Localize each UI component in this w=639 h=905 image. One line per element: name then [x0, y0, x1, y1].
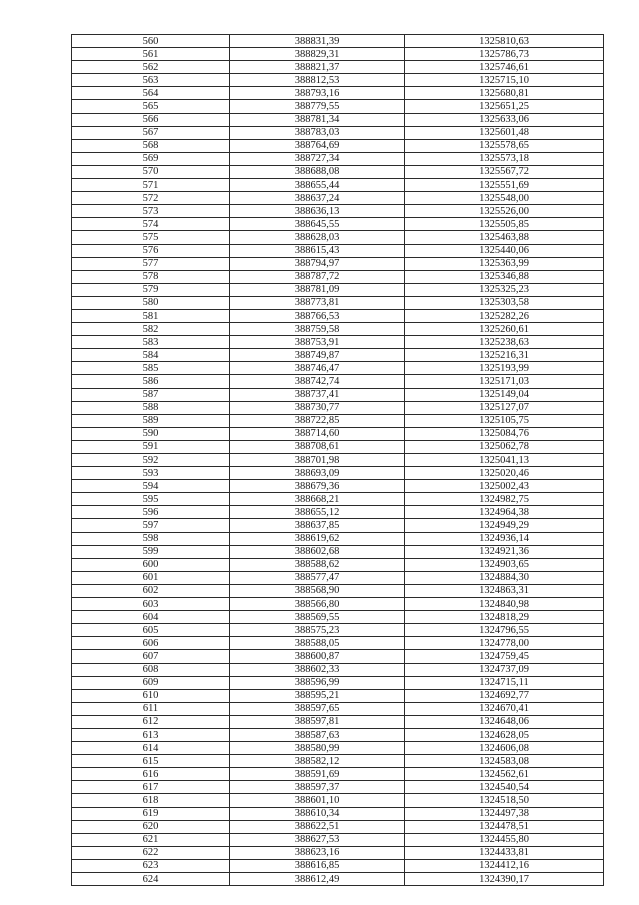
y-coordinate-cell: 1325127,07: [405, 401, 604, 414]
x-coordinate-cell: 388596,99: [230, 676, 405, 689]
point-number-cell: 603: [72, 598, 230, 611]
point-number-cell: 585: [72, 362, 230, 375]
x-coordinate-cell: 388628,03: [230, 231, 405, 244]
table-row: [72, 61, 604, 74]
y-coordinate-cell: 1325463,88: [405, 231, 604, 244]
table-row: [72, 833, 604, 846]
table-row: [72, 532, 604, 545]
y-coordinate-cell: 1324818,29: [405, 611, 604, 624]
point-number-cell: 594: [72, 480, 230, 493]
y-coordinate-cell: 1324778,00: [405, 637, 604, 650]
y-coordinate-cell: 1325786,73: [405, 48, 604, 61]
x-coordinate-cell: 388612,49: [230, 873, 405, 886]
table-row: [72, 126, 604, 139]
y-coordinate-cell: 1325715,10: [405, 74, 604, 87]
point-number-cell: 620: [72, 820, 230, 833]
y-coordinate-cell: 1325171,03: [405, 375, 604, 388]
coordinates-table-body: [72, 35, 604, 886]
y-coordinate-cell: 1325193,99: [405, 362, 604, 375]
point-number-cell: 590: [72, 427, 230, 440]
table-row: [72, 74, 604, 87]
y-coordinate-cell: 1325216,31: [405, 349, 604, 362]
table-row: [72, 519, 604, 532]
x-coordinate-cell: 388568,90: [230, 584, 405, 597]
point-number-cell: 574: [72, 218, 230, 231]
x-coordinate-cell: 388693,09: [230, 467, 405, 480]
table-row: [72, 689, 604, 702]
x-coordinate-cell: 388636,13: [230, 205, 405, 218]
point-number-cell: 619: [72, 807, 230, 820]
x-coordinate-cell: 388602,33: [230, 663, 405, 676]
table-row: [72, 794, 604, 807]
y-coordinate-cell: 1324737,09: [405, 663, 604, 676]
point-number-cell: 566: [72, 113, 230, 126]
table-row: [72, 584, 604, 597]
x-coordinate-cell: 388781,34: [230, 113, 405, 126]
y-coordinate-cell: 1325238,63: [405, 336, 604, 349]
x-coordinate-cell: 388575,23: [230, 624, 405, 637]
point-number-cell: 604: [72, 611, 230, 624]
y-coordinate-cell: 1325651,25: [405, 100, 604, 113]
table-row: [72, 454, 604, 467]
x-coordinate-cell: 388679,36: [230, 480, 405, 493]
y-coordinate-cell: 1324606,08: [405, 742, 604, 755]
point-number-cell: 597: [72, 519, 230, 532]
table-row: [72, 781, 604, 794]
table-row: [72, 820, 604, 833]
y-coordinate-cell: 1325084,76: [405, 427, 604, 440]
x-coordinate-cell: 388569,55: [230, 611, 405, 624]
x-coordinate-cell: 388727,34: [230, 152, 405, 165]
point-number-cell: 608: [72, 663, 230, 676]
x-coordinate-cell: 388566,80: [230, 598, 405, 611]
point-number-cell: 570: [72, 165, 230, 178]
y-coordinate-cell: 1325633,06: [405, 113, 604, 126]
x-coordinate-cell: 388812,53: [230, 74, 405, 87]
x-coordinate-cell: 388821,37: [230, 61, 405, 74]
x-coordinate-cell: 388714,60: [230, 427, 405, 440]
point-number-cell: 621: [72, 833, 230, 846]
point-number-cell: 601: [72, 571, 230, 584]
point-number-cell: 615: [72, 755, 230, 768]
y-coordinate-cell: 1324455,80: [405, 833, 604, 846]
x-coordinate-cell: 388588,62: [230, 558, 405, 571]
y-coordinate-cell: 1325282,26: [405, 309, 604, 322]
table-row: [72, 257, 604, 270]
x-coordinate-cell: 388766,53: [230, 309, 405, 322]
x-coordinate-cell: 388595,21: [230, 689, 405, 702]
y-coordinate-cell: 1324863,31: [405, 584, 604, 597]
table-row: [72, 87, 604, 100]
x-coordinate-cell: 388779,55: [230, 100, 405, 113]
y-coordinate-cell: 1325680,81: [405, 87, 604, 100]
y-coordinate-cell: 1324540,54: [405, 781, 604, 794]
y-coordinate-cell: 1324884,30: [405, 571, 604, 584]
point-number-cell: 586: [72, 375, 230, 388]
x-coordinate-cell: 388781,09: [230, 283, 405, 296]
point-number-cell: 568: [72, 139, 230, 152]
table-row: [72, 179, 604, 192]
point-number-cell: 591: [72, 440, 230, 453]
table-row: [72, 139, 604, 152]
point-number-cell: 599: [72, 545, 230, 558]
y-coordinate-cell: 1325149,04: [405, 388, 604, 401]
table-row: [72, 755, 604, 768]
x-coordinate-cell: 388787,72: [230, 270, 405, 283]
y-coordinate-cell: 1325810,63: [405, 35, 604, 48]
point-number-cell: 571: [72, 179, 230, 192]
table-row: [72, 35, 604, 48]
y-coordinate-cell: 1325573,18: [405, 152, 604, 165]
point-number-cell: 623: [72, 859, 230, 872]
x-coordinate-cell: 388655,12: [230, 506, 405, 519]
point-number-cell: 576: [72, 244, 230, 257]
point-number-cell: 580: [72, 296, 230, 309]
y-coordinate-cell: 1325002,43: [405, 480, 604, 493]
x-coordinate-cell: 388737,41: [230, 388, 405, 401]
table-row: [72, 296, 604, 309]
table-row: [72, 440, 604, 453]
x-coordinate-cell: 388645,55: [230, 218, 405, 231]
x-coordinate-cell: 388655,44: [230, 179, 405, 192]
point-number-cell: 617: [72, 781, 230, 794]
x-coordinate-cell: 388582,12: [230, 755, 405, 768]
x-coordinate-cell: 388759,58: [230, 323, 405, 336]
x-coordinate-cell: 388601,10: [230, 794, 405, 807]
point-number-cell: 598: [72, 532, 230, 545]
x-coordinate-cell: 388597,37: [230, 781, 405, 794]
x-coordinate-cell: 388597,81: [230, 715, 405, 728]
x-coordinate-cell: 388627,53: [230, 833, 405, 846]
table-row: [72, 650, 604, 663]
table-row: [72, 637, 604, 650]
y-coordinate-cell: 1324478,51: [405, 820, 604, 833]
table-row: [72, 231, 604, 244]
point-number-cell: 611: [72, 702, 230, 715]
table-row: [72, 165, 604, 178]
x-coordinate-cell: 388722,85: [230, 414, 405, 427]
table-row: [72, 375, 604, 388]
point-number-cell: 581: [72, 309, 230, 322]
point-number-cell: 600: [72, 558, 230, 571]
x-coordinate-cell: 388591,69: [230, 768, 405, 781]
point-number-cell: 612: [72, 715, 230, 728]
point-number-cell: 605: [72, 624, 230, 637]
table-row: [72, 545, 604, 558]
x-coordinate-cell: 388600,87: [230, 650, 405, 663]
table-row: [72, 362, 604, 375]
y-coordinate-cell: 1325260,61: [405, 323, 604, 336]
x-coordinate-cell: 388622,51: [230, 820, 405, 833]
point-number-cell: 613: [72, 728, 230, 741]
point-number-cell: 607: [72, 650, 230, 663]
point-number-cell: 560: [72, 35, 230, 48]
point-number-cell: 589: [72, 414, 230, 427]
point-number-cell: 569: [72, 152, 230, 165]
y-coordinate-cell: 1325062,78: [405, 440, 604, 453]
point-number-cell: 564: [72, 87, 230, 100]
table-row: [72, 571, 604, 584]
point-number-cell: 606: [72, 637, 230, 650]
table-row: [72, 427, 604, 440]
point-number-cell: 565: [72, 100, 230, 113]
y-coordinate-cell: 1325303,58: [405, 296, 604, 309]
y-coordinate-cell: 1324759,45: [405, 650, 604, 663]
point-number-cell: 587: [72, 388, 230, 401]
table-row: [72, 598, 604, 611]
y-coordinate-cell: 1325325,23: [405, 283, 604, 296]
x-coordinate-cell: 388587,63: [230, 728, 405, 741]
table-row: [72, 152, 604, 165]
point-number-cell: 582: [72, 323, 230, 336]
point-number-cell: 567: [72, 126, 230, 139]
x-coordinate-cell: 388742,74: [230, 375, 405, 388]
point-number-cell: 562: [72, 61, 230, 74]
x-coordinate-cell: 388637,24: [230, 192, 405, 205]
table-row: [72, 218, 604, 231]
y-coordinate-cell: 1324840,98: [405, 598, 604, 611]
point-number-cell: 583: [72, 336, 230, 349]
point-number-cell: 618: [72, 794, 230, 807]
table-row: [72, 807, 604, 820]
x-coordinate-cell: 388746,47: [230, 362, 405, 375]
y-coordinate-cell: 1324497,38: [405, 807, 604, 820]
x-coordinate-cell: 388764,69: [230, 139, 405, 152]
point-number-cell: 579: [72, 283, 230, 296]
table-row: [72, 611, 604, 624]
point-number-cell: 614: [72, 742, 230, 755]
y-coordinate-cell: 1325526,00: [405, 205, 604, 218]
y-coordinate-cell: 1325567,72: [405, 165, 604, 178]
table-row: [72, 728, 604, 741]
point-number-cell: 573: [72, 205, 230, 218]
x-coordinate-cell: 388831,39: [230, 35, 405, 48]
table-row: [72, 715, 604, 728]
table-row: [72, 48, 604, 61]
x-coordinate-cell: 388619,62: [230, 532, 405, 545]
table-row: [72, 388, 604, 401]
y-coordinate-cell: 1324390,17: [405, 873, 604, 886]
table-row: [72, 414, 604, 427]
y-coordinate-cell: 1325578,65: [405, 139, 604, 152]
y-coordinate-cell: 1324562,61: [405, 768, 604, 781]
point-number-cell: 622: [72, 846, 230, 859]
x-coordinate-cell: 388793,16: [230, 87, 405, 100]
table-row: [72, 742, 604, 755]
x-coordinate-cell: 388730,77: [230, 401, 405, 414]
y-coordinate-cell: 1325440,06: [405, 244, 604, 257]
x-coordinate-cell: 388588,05: [230, 637, 405, 650]
x-coordinate-cell: 388668,21: [230, 493, 405, 506]
x-coordinate-cell: 388610,34: [230, 807, 405, 820]
x-coordinate-cell: 388794,97: [230, 257, 405, 270]
y-coordinate-cell: 1324670,41: [405, 702, 604, 715]
table-row: [72, 100, 604, 113]
table-row: [72, 244, 604, 257]
x-coordinate-cell: 388637,85: [230, 519, 405, 532]
coordinates-table: [71, 34, 604, 886]
x-coordinate-cell: 388829,31: [230, 48, 405, 61]
table-row: [72, 205, 604, 218]
table-row: [72, 401, 604, 414]
table-row: [72, 349, 604, 362]
table-row: [72, 506, 604, 519]
x-coordinate-cell: 388708,61: [230, 440, 405, 453]
point-number-cell: 595: [72, 493, 230, 506]
y-coordinate-cell: 1325601,48: [405, 126, 604, 139]
table-row: [72, 283, 604, 296]
y-coordinate-cell: 1324433,81: [405, 846, 604, 859]
point-number-cell: 577: [72, 257, 230, 270]
x-coordinate-cell: 388688,08: [230, 165, 405, 178]
y-coordinate-cell: 1325505,85: [405, 218, 604, 231]
point-number-cell: 610: [72, 689, 230, 702]
y-coordinate-cell: 1325346,88: [405, 270, 604, 283]
table-row: [72, 624, 604, 637]
y-coordinate-cell: 1324796,55: [405, 624, 604, 637]
table-row: [72, 192, 604, 205]
y-coordinate-cell: 1325551,69: [405, 179, 604, 192]
point-number-cell: 602: [72, 584, 230, 597]
y-coordinate-cell: 1324583,08: [405, 755, 604, 768]
y-coordinate-cell: 1325363,99: [405, 257, 604, 270]
x-coordinate-cell: 388753,91: [230, 336, 405, 349]
table-row: [72, 493, 604, 506]
point-number-cell: 561: [72, 48, 230, 61]
x-coordinate-cell: 388783,03: [230, 126, 405, 139]
point-number-cell: 593: [72, 467, 230, 480]
point-number-cell: 609: [72, 676, 230, 689]
y-coordinate-cell: 1324648,06: [405, 715, 604, 728]
table-row: [72, 467, 604, 480]
point-number-cell: 592: [72, 454, 230, 467]
point-number-cell: 578: [72, 270, 230, 283]
x-coordinate-cell: 388597,65: [230, 702, 405, 715]
y-coordinate-cell: 1324628,05: [405, 728, 604, 741]
x-coordinate-cell: 388615,43: [230, 244, 405, 257]
y-coordinate-cell: 1324903,65: [405, 558, 604, 571]
point-number-cell: 624: [72, 873, 230, 886]
y-coordinate-cell: 1324692,77: [405, 689, 604, 702]
y-coordinate-cell: 1324964,38: [405, 506, 604, 519]
point-number-cell: 584: [72, 349, 230, 362]
table-row: [72, 323, 604, 336]
point-number-cell: 575: [72, 231, 230, 244]
point-number-cell: 588: [72, 401, 230, 414]
x-coordinate-cell: 388623,16: [230, 846, 405, 859]
x-coordinate-cell: 388701,98: [230, 454, 405, 467]
point-number-cell: 563: [72, 74, 230, 87]
table-row: [72, 873, 604, 886]
table-row: [72, 558, 604, 571]
y-coordinate-cell: 1324982,75: [405, 493, 604, 506]
table-row: [72, 676, 604, 689]
point-number-cell: 616: [72, 768, 230, 781]
y-coordinate-cell: 1325746,61: [405, 61, 604, 74]
table-row: [72, 702, 604, 715]
y-coordinate-cell: 1325105,75: [405, 414, 604, 427]
y-coordinate-cell: 1324949,29: [405, 519, 604, 532]
table-row: [72, 480, 604, 493]
table-row: [72, 270, 604, 283]
y-coordinate-cell: 1324412,16: [405, 859, 604, 872]
x-coordinate-cell: 388580,99: [230, 742, 405, 755]
x-coordinate-cell: 388577,47: [230, 571, 405, 584]
table-row: [72, 768, 604, 781]
y-coordinate-cell: 1325020,46: [405, 467, 604, 480]
point-number-cell: 596: [72, 506, 230, 519]
table-row: [72, 336, 604, 349]
table-row: [72, 309, 604, 322]
point-number-cell: 572: [72, 192, 230, 205]
x-coordinate-cell: 388602,68: [230, 545, 405, 558]
table-row: [72, 846, 604, 859]
y-coordinate-cell: 1324921,36: [405, 545, 604, 558]
y-coordinate-cell: 1325548,00: [405, 192, 604, 205]
x-coordinate-cell: 388773,81: [230, 296, 405, 309]
y-coordinate-cell: 1324715,11: [405, 676, 604, 689]
x-coordinate-cell: 388616,85: [230, 859, 405, 872]
y-coordinate-cell: 1324936,14: [405, 532, 604, 545]
table-row: [72, 859, 604, 872]
table-row: [72, 663, 604, 676]
x-coordinate-cell: 388749,87: [230, 349, 405, 362]
y-coordinate-cell: 1325041,13: [405, 454, 604, 467]
y-coordinate-cell: 1324518,50: [405, 794, 604, 807]
table-row: [72, 113, 604, 126]
